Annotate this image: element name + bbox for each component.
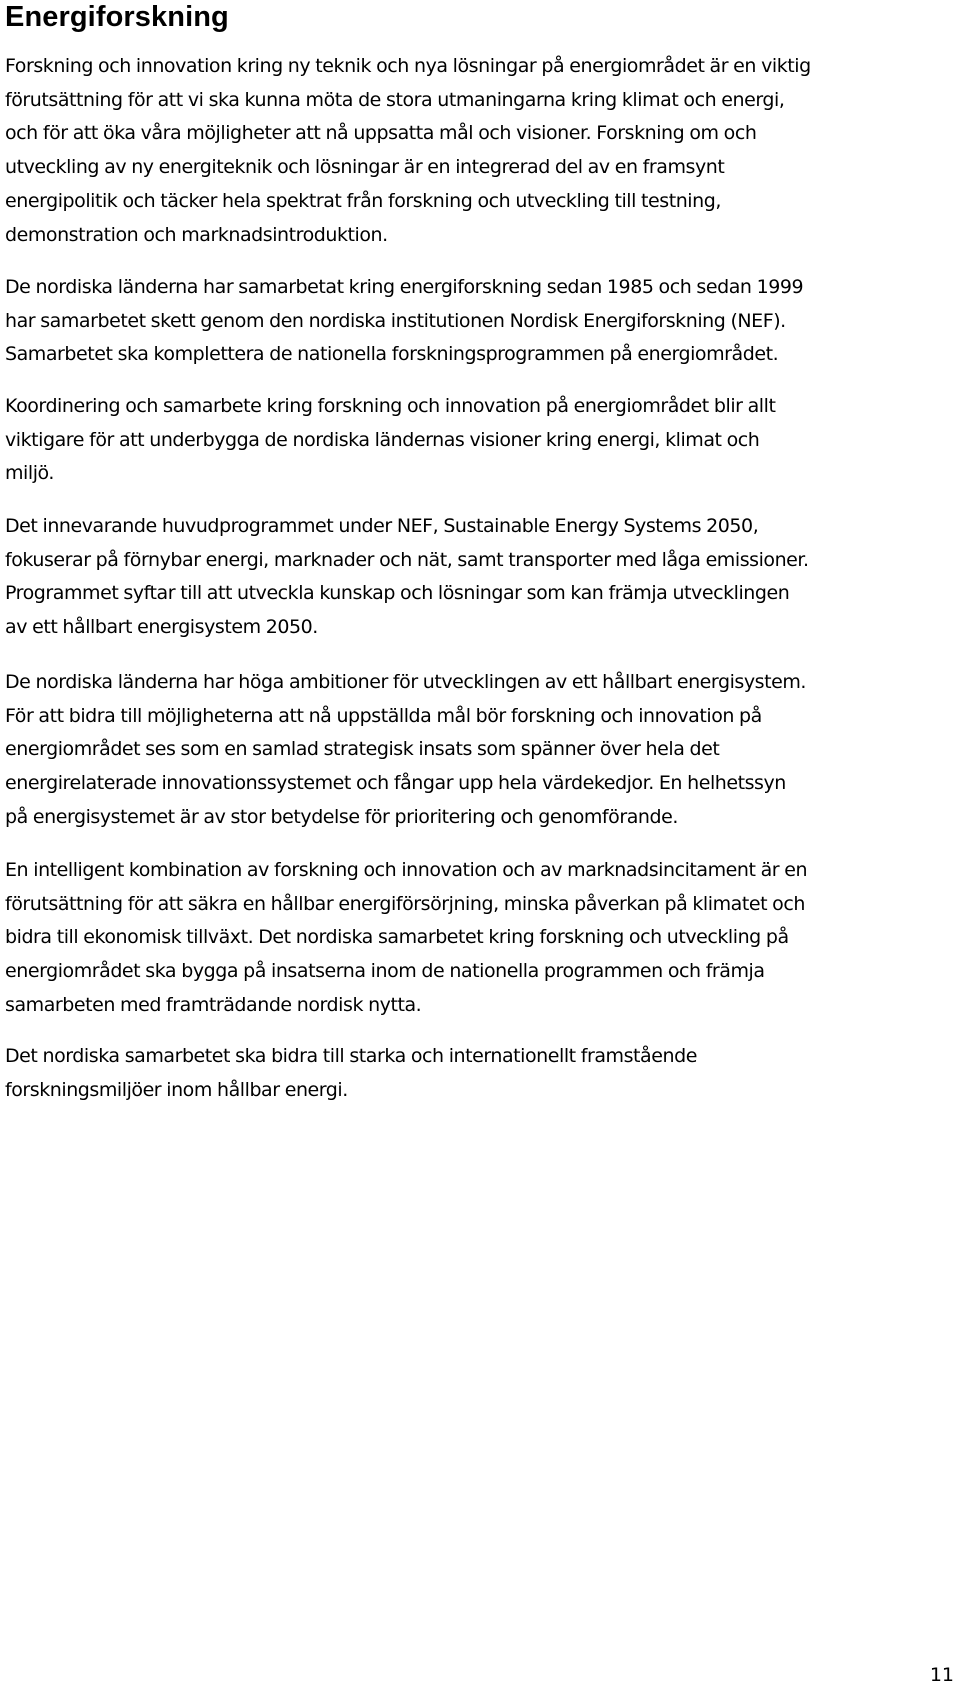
paragraph-line: på energisystemet är av stor betydelse för prioritering och genomförande. xyxy=(5,805,678,828)
paragraph-2 xyxy=(5,271,957,372)
paragraph-line: förutsättning för att vi ska kunna möta de stora utmaningarna kring klimat och energi, xyxy=(5,88,785,111)
paragraph-line: av ett hållbart energisystem 2050. xyxy=(5,616,318,639)
paragraph-line: fokuserar på förnybar energi, marknader och nät, samt transporter med låga emissioner. xyxy=(5,548,809,571)
paragraph-line: Forskning och innovation kring ny teknik och nya lösningar på energiområdet är en viktig xyxy=(5,55,811,77)
paragraph-line: Programmet syftar till att utveckla kunskap och lösningar som kan främja utvecklingen xyxy=(5,582,790,605)
paragraph-line: energiområdet ska bygga på insatserna inom de nationella programmen och främja xyxy=(5,960,765,983)
paragraph-line: viktigare för att underbygga de nordiska ländernas visioner kring energi, klimat och xyxy=(5,428,760,451)
paragraph-6 xyxy=(5,854,957,1023)
paragraph-5 xyxy=(5,666,957,835)
paragraph-4 xyxy=(5,510,957,645)
paragraph-line: Det innevarande huvudprogrammet under NEF, Sustainable Energy Systems 2050, xyxy=(5,515,759,537)
paragraph-line: energirelaterade innovationssystemet och fångar upp hela värdekedjor. En helhetssyn xyxy=(5,772,786,795)
paragraph-line: Koordinering och samarbete kring forskning och innovation på energiområdet blir allt xyxy=(5,395,776,417)
paragraph-line: Det nordiska samarbetet ska bidra till starka och internationellt framstående xyxy=(5,1045,697,1067)
paragraph-3 xyxy=(5,390,957,491)
paragraph-line: energipolitik och täcker hela spektrat från forskning och utveckling till testning, xyxy=(5,189,721,212)
paragraph-line: demonstration och marknadsintroduktion. xyxy=(5,223,388,246)
paragraph-line: utveckling av ny energiteknik och lösningar är en integrerad del av en framsynt xyxy=(5,156,725,179)
paragraph-line: En intelligent kombination av forskning och innovation och av marknadsincitament är en xyxy=(5,859,808,881)
paragraph-1 xyxy=(5,50,957,252)
paragraph-line: De nordiska länderna har höga ambitioner för utvecklingen av ett hållbart energisystem. xyxy=(5,671,806,693)
paragraph-line: forskningsmiljöer inom hållbar energi. xyxy=(5,1078,348,1101)
paragraph-line: De nordiska länderna har samarbetat kring energiforskning sedan 1985 och sedan 1999 xyxy=(5,276,804,298)
paragraph-7 xyxy=(5,1040,957,1107)
paragraph-line: miljö. xyxy=(5,462,54,485)
paragraph-line: förutsättning för att säkra en hållbar energiförsörjning, minska påverkan på klimatet och xyxy=(5,892,805,915)
page-number: 11 xyxy=(929,1664,954,1686)
paragraph-line: bidra till ekonomisk tillväxt. Det nordiska samarbetet kring forskning och utveckling på xyxy=(5,926,789,949)
paragraph-line: har samarbetet skett genom den nordiska institutionen Nordisk Energiforskning (NEF). xyxy=(5,309,786,332)
paragraph-line: samarbeten med framträdande nordisk nytta. xyxy=(5,993,422,1016)
page-title: Energiforskning xyxy=(5,1,229,33)
paragraph-line: För att bidra till möjligheterna att nå uppställda mål bör forskning och innovation på xyxy=(5,704,762,727)
paragraph-line: Samarbetet ska komplettera de nationella forskningsprogrammen på energiområdet. xyxy=(5,343,779,366)
paragraph-line: och för att öka våra möjligheter att nå uppsatta mål och visioner. Forskning om och xyxy=(5,122,757,145)
paragraph-line: energiområdet ses som en samlad strategisk insats som spänner över hela det xyxy=(5,738,720,761)
